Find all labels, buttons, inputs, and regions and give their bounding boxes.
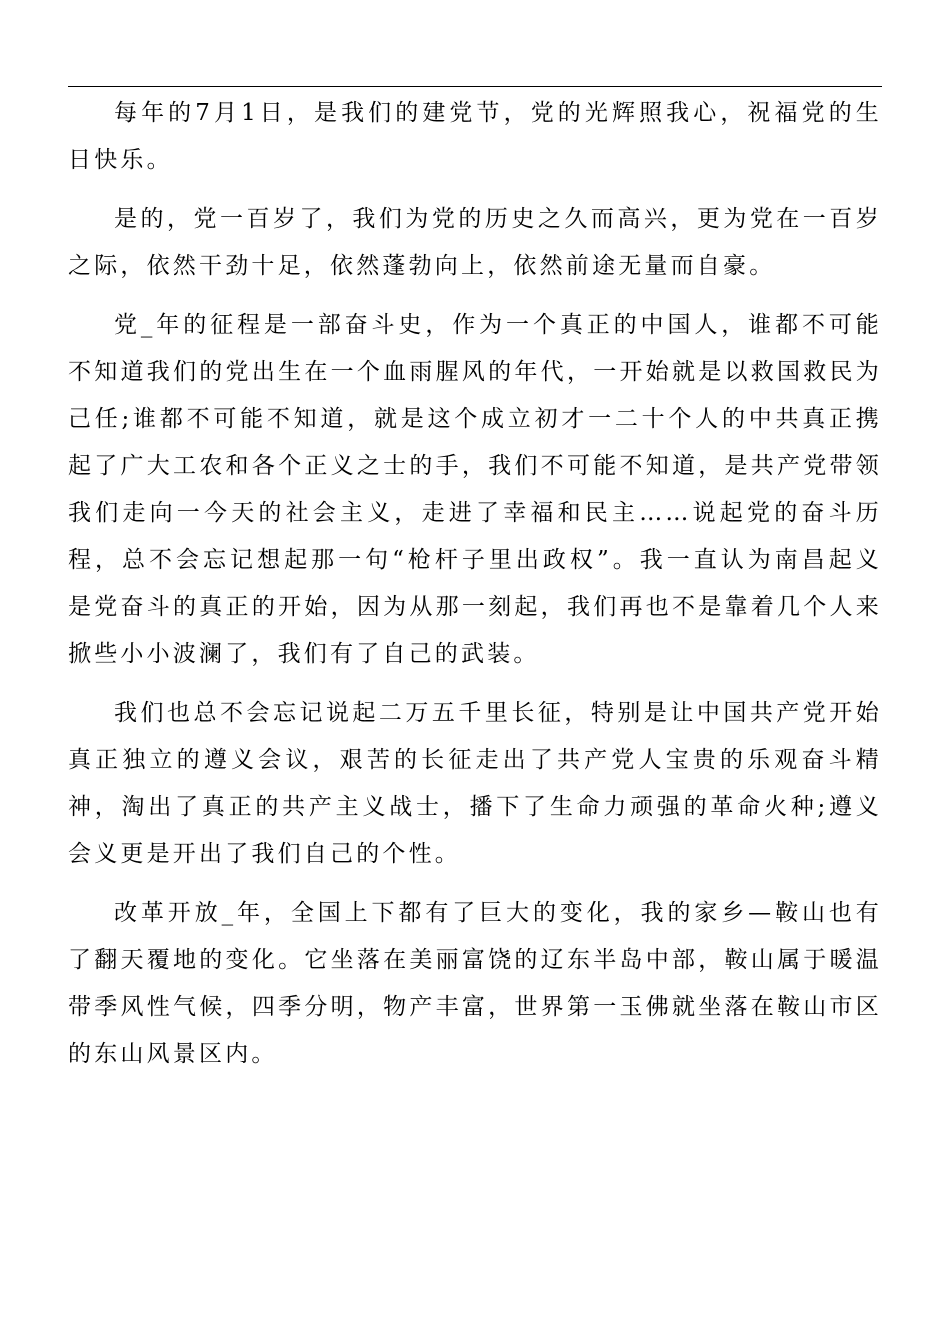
paragraph: 每年的7月1日，是我们的建党节，党的光辉照我心，祝福党的生日快乐。	[68, 100, 882, 173]
paragraph: 我们也总不会忘记说起二万五千里长征，特别是让中国共产党开始真正独立的遵义会议，艰苦的长征走出了共产党人宝贵的乐观奋斗精神，淘出了真正的共产主义战士，播下了生命力顽强的革命火种;遵义会义更是开出了我们自己的个性。	[68, 700, 882, 867]
header-rule	[68, 86, 882, 87]
paragraph: 党_年的征程是一部奋斗史，作为一个真正的中国人，谁都不可能不知道我们的党出生在一个血雨腥风的年代，一开始就是以救国救民为己任;谁都不可能不知道，就是这个成立初才一二十个人的中共真正携起了广大工农和各个正义之士的手，我们不可能不知道，是共产党带领我们走向一今天的社会主义，走进了幸福和民主……说起党的奋斗历程，总不会忘记想起那一句“枪杆子里出政权”。我一直认为南昌起义是党奋斗的真正的开始，因为从那一刻起，我们再也不是靠着几个人来掀些小小波澜了，我们有了自己的武装。	[68, 312, 882, 667]
paragraph: 是的，党一百岁了，我们为党的历史之久而高兴，更为党在一百岁之际，依然干劲十足，依然蓬勃向上，依然前途无量而自豪。	[68, 206, 882, 279]
document-body	[68, 90, 882, 1090]
paragraph: 改革开放_年，全国上下都有了巨大的变化，我的家乡—鞍山也有了翻天覆地的变化。它坐落在美丽富饶的辽东半岛中部，鞍山属于暖温带季风性气候，四季分明，物产丰富，世界第一玉佛就坐落在鞍山市区的东山风景区内。	[68, 900, 882, 1067]
